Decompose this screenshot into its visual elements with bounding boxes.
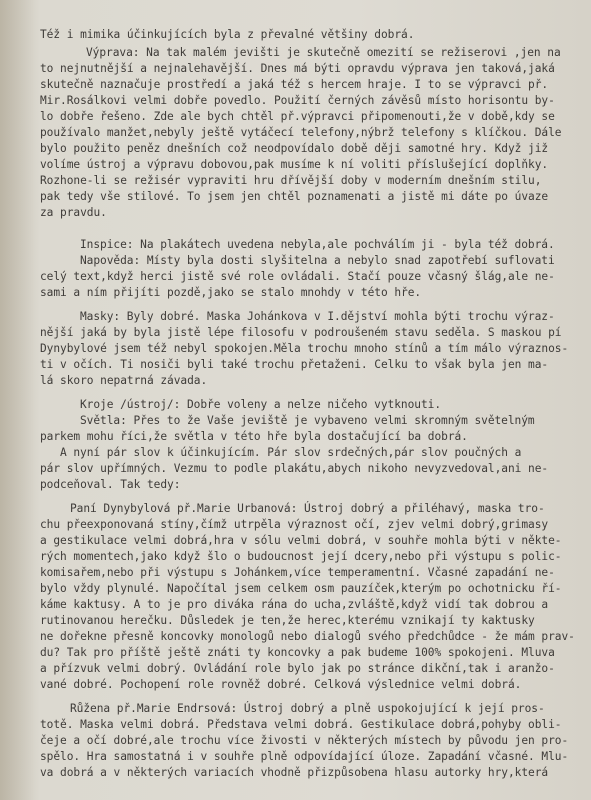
text-line: Paní Dynybylová př.Marie Urbanová: Ústroj dobrý a přiléhavý, maska tro- <box>70 502 545 515</box>
text-line: celý text,když herci jistě své role ovládali. Stačí pouze včasný šlág,ale ne- <box>40 270 555 283</box>
text-line: Mir.Rosálkovi velmi dobře povedlo. Použití černých závěsů místo horisontu by- <box>40 94 555 107</box>
text-line: Kroje /ústroj/: Dobře voleny a nelze ničeho vytknouti. <box>80 398 442 411</box>
text-line: Masky: Byly dobré. Maska Johánkova v I.dějství mohla býti trochu výraz- <box>80 310 555 323</box>
text-line: spělo. Hra samostatná i v souhře plně odpovídající úloze. Zapadání včasné. Mlu- <box>40 750 569 763</box>
text-line: pak tedy vše stilové. To jsem jen chtěl poznamenati a jistě mi dáte po úvaze <box>40 190 549 203</box>
text-line: Růžena př.Marie Endrsová: Ústroj dobrý a plně uspokojující k její pros- <box>70 702 545 715</box>
text-line: va dobrá a v některých variacích vhodně přizpůsobena hlasu autorky hry,která <box>40 766 549 779</box>
text-line: ti v očích. Ti nosiči byli také trochu přetaženi. Celku to však byla jen ma- <box>40 358 549 371</box>
text-line: káme kaktusy. A to je pro diváka rána do ucha,zvláště,když vidí tak dobrou a <box>40 598 549 611</box>
text-line: chu přeexponovaná stíny,čímž utrpěla výraznost očí, zjev velmi dobrý,grimasy <box>40 518 549 531</box>
text-line: rých momentech,jako když šlo o budoucnost její dcery,nebo při výstupu s polic- <box>40 550 562 563</box>
text-line: pár slov upřímných. Vezmu to podle plakátu,abych nikoho nevyzvedoval,ani ne- <box>40 462 549 475</box>
text-line: bylo použito peněz dnešních což neodpovídalo době ději samotné hry. Když již <box>40 142 549 155</box>
text-line: Rozhone-li se režisér vypraviti hru dřívější doby v moderním dnešním stilu, <box>40 174 542 187</box>
text-line: bylo vždy plynulé. Napočítal jsem celkem osm pauzíček,kterým po ochotnicku ří- <box>40 582 562 595</box>
text-line: za pravdu. <box>40 206 107 219</box>
text-line: to nejnutnější a nejnalehavější. Dnes má býti opravdu výprava jen taková,jaká <box>40 62 555 75</box>
text-line: podceňoval. Tak tedy: <box>40 478 181 491</box>
text-line: nější jaká by byla jistě lépe filosofu v podroušeném stavu seděla. S maskou pí <box>40 326 562 339</box>
text-line: Inspice: Na plakátech uvedena nebyla,ale pochválím ji - byla též dobrá. <box>80 238 555 251</box>
text-line: sami a ním přijíti pozdě,jako se stalo mnohdy v této hře. <box>40 286 422 299</box>
text-line: vané dobré. Pochopení role rovněž dobré. Celková výslednice velmi dobrá. <box>40 678 522 691</box>
text-line: rutinovanou herečku. Důsledek je ten,že herec,kterému vznikají ty kaktusky <box>40 614 535 627</box>
text-line: lá skoro nepatrná závada. <box>40 374 208 387</box>
text-line: komisařem,nebo při výstupu s Johánkem,více temperamentní. Včasné zapadání ne- <box>40 566 555 579</box>
text-line: a přízvuk velmi dobrý. Ovládání role bylo jak po stránce dikční,tak i aranžo- <box>40 662 555 675</box>
text-line: du? Tak pro příště ještě znáti ty koncovky a pak budeme 100% spokojeni. Mluva <box>40 646 555 659</box>
text-line: čeje a očí dobré,ale trochu více živosti v některých místech by původu jen pro- <box>40 734 569 747</box>
text-line: Též i mimika účinkujících byla z převalné většiny dobrá. <box>40 28 415 41</box>
text-line: Napověda: Místy byla dosti slyšitelna a nebylo snad zapotřebí suflovati <box>80 254 555 267</box>
text-line: a gestikulace velmi dobrá,hra v sólu velmi dobrá, v souhře mohla býti v někte- <box>40 534 562 547</box>
text-line: používalo manžet,nebyly ještě vytáčecí telefony,nýbrž telefony s klíčkou. Dále <box>40 126 562 139</box>
text-line: Výprava: Na tak malém jevišti je skutečně omezití se režiserovi ,jen na <box>86 46 561 59</box>
text-line: ne dořekne přesně koncovky monologů nebo dialogů svého předchůdce - že mám prav- <box>40 630 575 643</box>
text-line: volíme ústroj a výpravu dobovou,pak musíme k ní voliti příslušející doplňky. <box>40 158 549 171</box>
text-line: lo dobře řešeno. Zde ale bych chtěl př.výpravci připomenouti,že v době,kdy se <box>40 110 555 123</box>
text-line: parkem mohu říci,že světla v této hře byla dostačující ba dobrá. <box>40 430 468 443</box>
text-line: A nyní pár slov k účinkujícím. Pár slov srdečných,pár slov poučných a <box>60 446 522 459</box>
text-line: totě. Maska velmi dobrá. Představa velmi dobrá. Gestikulace dobrá,pohyby obli- <box>40 718 562 731</box>
text-line: Světla: Přes to že Vaše jeviště je vybaveno velmi skromným světelným <box>80 414 535 427</box>
text-line: skutečně naznačuje prostředí a jaká též s hercem hraje. I to se výpravci př. <box>40 78 549 91</box>
text-line: Dynybylové jsem též nebyl spokojen.Měla trochu mnoho stínů a tím málo výraznos- <box>40 342 569 355</box>
